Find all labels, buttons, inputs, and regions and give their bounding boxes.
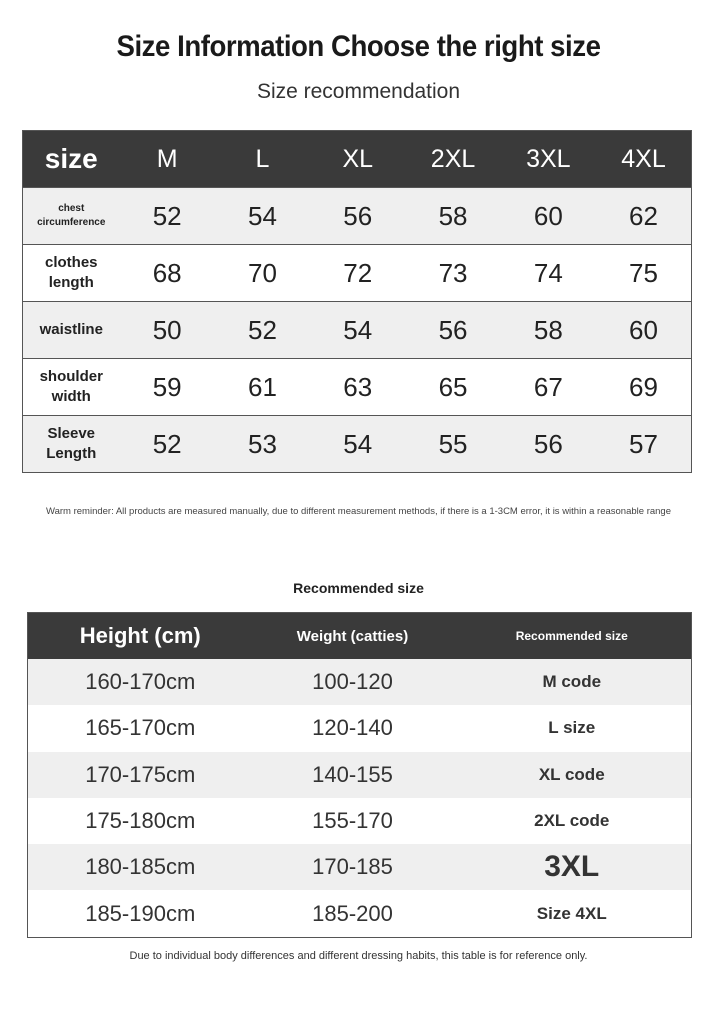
table-cell: 53 <box>215 416 310 473</box>
height-cell: 185-190cm <box>28 890 253 937</box>
table-cell: 73 <box>405 245 500 302</box>
page-title: Size Information Choose the right size <box>116 30 601 63</box>
size-cell: XL code <box>453 752 692 798</box>
size-cell: L size <box>453 705 692 751</box>
height-cell: 160-170cm <box>28 659 253 705</box>
height-header: Height (cm) <box>28 613 253 660</box>
weight-header: Weight (catties) <box>253 613 453 660</box>
reference-disclaimer: Due to individual body differences and different dressing habits, this table is for reference only. <box>129 950 588 962</box>
weight-cell: 155-170 <box>253 798 453 844</box>
table-cell: 56 <box>405 302 500 359</box>
size-cell: 2XL code <box>453 798 692 844</box>
size-chart-header-row <box>23 131 692 188</box>
table-cell: 74 <box>501 245 596 302</box>
table-row <box>23 188 692 245</box>
height-cell: 165-170cm <box>28 705 253 751</box>
table-cell: 60 <box>501 188 596 245</box>
table-row <box>28 798 692 844</box>
table-cell: 56 <box>501 416 596 473</box>
weight-cell: 140-155 <box>253 752 453 798</box>
size-cell: Size 4XL <box>453 890 692 937</box>
weight-cell: 170-185 <box>253 844 453 890</box>
weight-cell: 100-120 <box>253 659 453 705</box>
table-cell: 58 <box>501 302 596 359</box>
weight-cell: 120-140 <box>253 705 453 751</box>
table-cell: 58 <box>405 188 500 245</box>
table-cell: 57 <box>596 416 692 473</box>
size-header-2xl: 2XL <box>405 131 500 188</box>
table-row <box>28 890 692 937</box>
table-cell: 68 <box>120 245 215 302</box>
row-label-waistline: waistline <box>23 302 120 359</box>
recommendation-table <box>27 612 692 938</box>
table-cell: 52 <box>120 188 215 245</box>
size-chart-table <box>22 130 692 473</box>
table-row <box>23 245 692 302</box>
height-cell: 180-185cm <box>28 844 253 890</box>
table-cell: 56 <box>310 188 405 245</box>
table-row <box>23 359 692 416</box>
table-row <box>28 752 692 798</box>
table-row <box>28 705 692 751</box>
table-cell: 54 <box>310 416 405 473</box>
table-cell: 60 <box>596 302 692 359</box>
weight-cell: 185-200 <box>253 890 453 937</box>
table-cell: 54 <box>215 188 310 245</box>
table-cell: 54 <box>310 302 405 359</box>
size-header-label: size <box>23 131 120 188</box>
row-label-clothes-length: clothes length <box>23 245 120 302</box>
table-cell: 62 <box>596 188 692 245</box>
size-cell: M code <box>453 659 692 705</box>
table-cell: 70 <box>215 245 310 302</box>
measurement-reminder: Warm reminder: All products are measured manually, due to different measurement methods, if there is a 1-3CM error, it is within a reasonable range <box>45 506 671 517</box>
table-cell: 59 <box>120 359 215 416</box>
recommended-size-header: Recommended size <box>453 613 692 660</box>
table-row <box>23 302 692 359</box>
size-header-3xl: 3XL <box>501 131 596 188</box>
table-cell: 63 <box>310 359 405 416</box>
table-row <box>28 659 692 705</box>
row-label-shoulder-width: shoulder width <box>23 359 120 416</box>
table-cell: 65 <box>405 359 500 416</box>
table-cell: 50 <box>120 302 215 359</box>
size-header-xl: XL <box>310 131 405 188</box>
size-header-l: L <box>215 131 310 188</box>
height-cell: 175-180cm <box>28 798 253 844</box>
table-cell: 55 <box>405 416 500 473</box>
row-label-chest: chest circumference <box>23 188 120 245</box>
height-cell: 170-175cm <box>28 752 253 798</box>
row-label-sleeve-length: Sleeve Length <box>23 416 120 473</box>
recommendation-title: Recommended size <box>293 580 424 596</box>
table-row <box>28 844 692 890</box>
size-cell: 3XL <box>453 844 692 890</box>
table-cell: 75 <box>596 245 692 302</box>
size-header-m: M <box>120 131 215 188</box>
table-cell: 61 <box>215 359 310 416</box>
page-subtitle: Size recommendation <box>256 80 461 103</box>
table-cell: 52 <box>120 416 215 473</box>
recommendation-header-row <box>28 613 692 660</box>
table-cell: 67 <box>501 359 596 416</box>
table-cell: 52 <box>215 302 310 359</box>
size-header-4xl: 4XL <box>596 131 692 188</box>
table-cell: 72 <box>310 245 405 302</box>
table-row <box>23 416 692 473</box>
table-cell: 69 <box>596 359 692 416</box>
